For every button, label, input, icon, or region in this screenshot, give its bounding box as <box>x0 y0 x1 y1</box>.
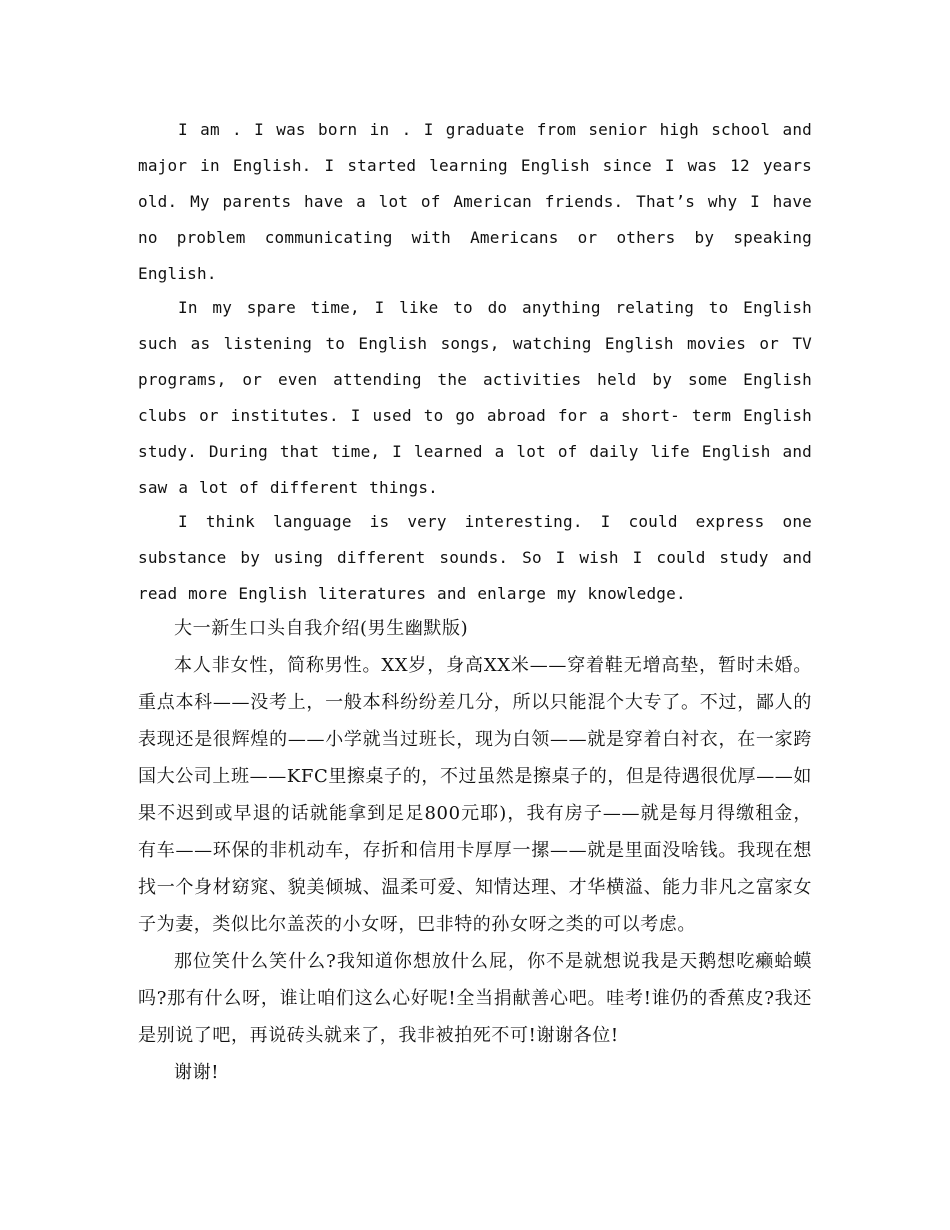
english-paragraph-1: I am . I was born in . I graduate from senior high school and major in English. I started learning English since I was 12 years old. My parents have a lot of American friends. That’s why I have no problem communicating with Americans or others by speaking English. <box>138 120 812 283</box>
english-paragraph-2: In my spare time, I like to do anything relating to English such as listening to English songs, watching English movies or TV programs, or even attending the activities held by some English clubs or institutes. I used to go abroad for a short- term English study. During that time, I learned a lot of daily life English and saw a lot of different things. <box>138 298 812 497</box>
chinese-section-title: 大一新生口头自我介绍(男生幽默版) <box>174 618 469 639</box>
english-paragraph-3: I think language is very interesting. I could express one substance by using different sounds. So I wish I could study and read more English literatures and enlarge my knowledge. <box>138 512 812 603</box>
chinese-paragraph-1: 本人非女性，简称男性。XX岁，身高XX米——穿着鞋无增高垫，暂时未婚。重点本科——没考上，一般本科纷纷差几分，所以只能混个大专了。不过，鄙人的表现还是很辉煌的——小学就当过班长，现为白领——就是穿着白衬衣，在一家跨国大公司上班——KFC里擦桌子的，不过虽然是擦桌子的，但是待遇很优厚——如果不迟到或早退的话就能拿到足足800元耶)，我有房子——就是每月得缴租金，有车——环保的非机动车，存折和信用卡厚厚一摞——就是里面没啥钱。我现在想找一个身材窈窕、貌美倾城、温柔可爱、知情达理、才华横溢、能力非凡之富家女子为妻，类似比尔盖茨的小女呀，巴非特的孙女呀之类的可以考虑。 <box>138 655 812 935</box>
chinese-paragraph-2: 那位笑什么笑什么?我知道你想放什么屁，你不是就想说我是天鹅想吃癞蛤蟆吗?那有什么呀，谁让咱们这么心好呢!全当捐献善心吧。哇考!谁仍的香蕉皮?我还是别说了吧，再说砖头就来了，我非被拍死不可!谢谢各位! <box>138 951 812 1046</box>
document-body <box>138 112 812 1091</box>
chinese-closing: 谢谢! <box>174 1062 220 1083</box>
